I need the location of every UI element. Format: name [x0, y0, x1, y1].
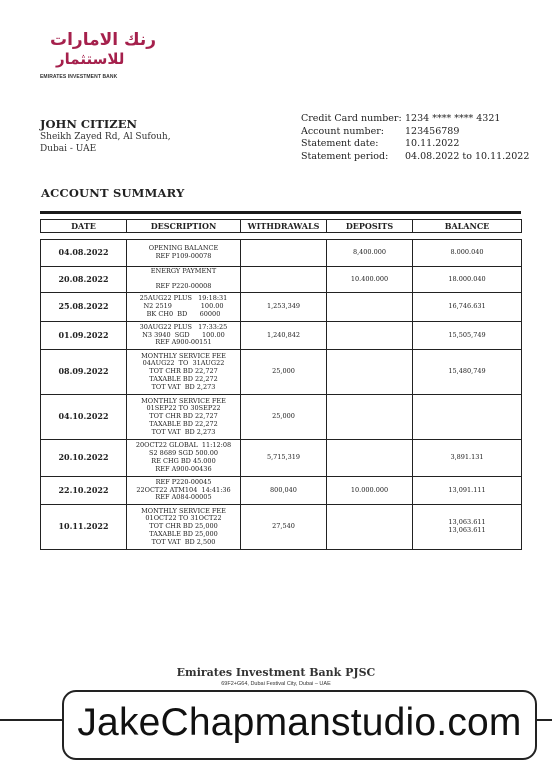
row-withdrawal: 1,240,842	[241, 322, 327, 350]
row-balance: 18.000.040	[413, 267, 522, 293]
row-date: 04.08.2022	[41, 240, 127, 267]
row-balance: 13,063.611 13,063.611	[413, 505, 522, 550]
row-date: 22.10.2022	[41, 477, 127, 505]
table-row	[41, 350, 522, 395]
header-description: DESCRIPTION	[127, 220, 241, 233]
row-withdrawal	[241, 240, 327, 267]
footer-address: 69F2+G64, Dubai Festival City, Dubai – UAE	[221, 681, 331, 687]
row-withdrawal: 25,000	[241, 350, 327, 395]
row-balance: 16,746.631	[413, 293, 522, 322]
row-date: 01.09.2022	[41, 322, 127, 350]
address-line-2: Dubai - UAE	[40, 144, 97, 154]
row-deposit	[327, 440, 413, 477]
table-row	[41, 505, 522, 550]
row-deposit	[327, 293, 413, 322]
table-row	[41, 477, 522, 505]
logo-arabic-line1: رنك الامارات	[50, 30, 157, 50]
header-withdrawals: WITHDRAWALS	[241, 220, 327, 233]
credit-card-value: 1234 **** **** 4321	[405, 113, 501, 124]
row-description: MONTHLY SERVICE FEE 01OCT22 TO 31OCT22 TOT CHR BD 25,000 TAXABLE BD 25,000 TOT VAT BD 2,500	[127, 505, 241, 550]
row-description: REF P220-00045 22OCT22 ATM104 14:41:36 REF A084-00005	[127, 477, 241, 505]
statement-info-labels	[301, 113, 402, 163]
watermark-text: JakeChapmanstudio.com	[77, 701, 522, 744]
logo-arabic-line2: للاستثمار	[56, 50, 125, 68]
watermark-line-right	[535, 719, 552, 721]
statement-period-value: 04.08.2022 to 10.11.2022	[405, 150, 530, 162]
row-balance: 15,480,749	[413, 350, 522, 395]
row-date: 08.09.2022	[41, 350, 127, 395]
footer-bank-name: Emirates Investment Bank PJSC	[176, 666, 376, 679]
row-description: MONTHLY SERVICE FEE 04AUG22 TO 31AUG22 TOT CHR BD 22,727 TAXABLE BD 22,272 TOT VAT BD 2,273	[127, 350, 241, 395]
row-balance: 3,891.131	[413, 440, 522, 477]
table-row	[41, 440, 522, 477]
customer-address	[40, 131, 171, 155]
address-line-1: Sheikh Zayed Rd, Al Sufouh,	[40, 132, 171, 142]
row-withdrawal	[241, 267, 327, 293]
account-number-label: Account number:	[301, 125, 384, 137]
statement-date-label: Statement date:	[301, 138, 379, 149]
row-deposit	[327, 350, 413, 395]
statement-period-label: Statement period:	[301, 150, 389, 162]
table-header-row	[41, 220, 522, 233]
row-withdrawal: 25,000	[241, 395, 327, 440]
row-date: 20.10.2022	[41, 440, 127, 477]
row-date: 20.08.2022	[41, 267, 127, 293]
transactions-table	[40, 219, 522, 550]
row-withdrawal: 27,540	[241, 505, 327, 550]
row-description: 20OCT22 GLOBAL 11:12:08 S2 8689 SGD 500.00 RE CHG BD 45.000 REF A900-00436	[127, 440, 241, 477]
statement-date-value: 10.11.2022	[405, 138, 460, 149]
row-deposit	[327, 395, 413, 440]
row-description: ENERGY PAYMENT REF P220-00008	[127, 267, 241, 293]
row-deposit: 10.000.000	[327, 477, 413, 505]
table-row	[41, 293, 522, 322]
row-description: MONTHLY SERVICE FEE 01SEP22 TO 30SEP22 TOT CHR BD 22,727 TAXABLE BD 22,272 TOT VAT BD 2,273	[127, 395, 241, 440]
customer-name: JOHN CITIZEN	[40, 117, 137, 131]
header-date: DATE	[41, 220, 127, 233]
account-number-value: 123456789	[405, 125, 460, 137]
row-deposit: 10.400.000	[327, 267, 413, 293]
credit-card-label: Credit Card number:	[301, 113, 402, 124]
row-date: 25.08.2022	[41, 293, 127, 322]
row-date: 10.11.2022	[41, 505, 127, 550]
row-description: 30AUG22 PLUS 17:33:25 N3 3940 SGD 100.00 REF A900-00151	[127, 322, 241, 350]
row-deposit	[327, 505, 413, 550]
table-row	[41, 322, 522, 350]
header-balance: BALANCE	[413, 220, 522, 233]
row-balance: 13,091.111	[413, 477, 522, 505]
table-row	[41, 267, 522, 293]
summary-divider	[40, 211, 521, 214]
statement-info-values	[405, 113, 529, 163]
watermark-line-left	[0, 719, 62, 721]
account-summary-title: ACCOUNT SUMMARY	[41, 186, 185, 200]
row-description: 25AUG22 PLUS 19:18:31 N2 2519 100.00 BK CH0 BD 60000	[127, 293, 241, 322]
logo-english: EMIRATES INVESTMENT BANK	[40, 74, 118, 80]
table-row	[41, 240, 522, 267]
row-withdrawal: 800,040	[241, 477, 327, 505]
row-withdrawal: 1,253,349	[241, 293, 327, 322]
row-date: 04.10.2022	[41, 395, 127, 440]
row-balance	[413, 395, 522, 440]
row-withdrawal: 5,715,319	[241, 440, 327, 477]
row-description: OPENING BALANCE REF P109-00078	[127, 240, 241, 267]
header-deposits: DEPOSITS	[327, 220, 413, 233]
row-balance: 8.000.040	[413, 240, 522, 267]
table-row	[41, 395, 522, 440]
row-deposit: 8,400.000	[327, 240, 413, 267]
row-balance: 15,505,749	[413, 322, 522, 350]
row-deposit	[327, 322, 413, 350]
